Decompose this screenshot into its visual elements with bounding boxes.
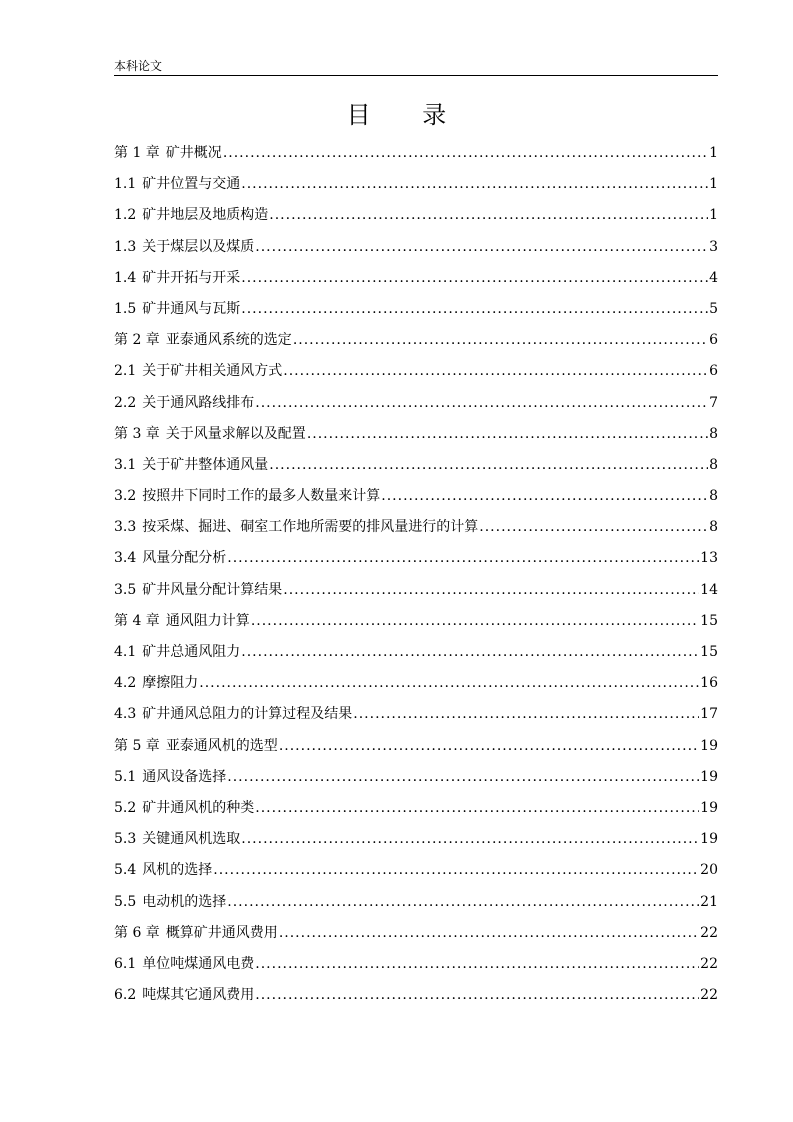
toc-entry-number: 第 4 章 — [114, 612, 160, 629]
toc-entry[interactable] — [114, 982, 718, 1013]
toc-dot-leader — [241, 171, 708, 197]
toc-entry-page: 8 — [709, 425, 718, 442]
toc-entry-number: 4.2 — [114, 675, 137, 692]
toc-dot-leader — [199, 670, 699, 696]
toc-entry-title: 矿井地层及地质构造 — [142, 207, 269, 224]
toc-entry-number: 3.3 — [114, 519, 137, 536]
toc-dot-leader — [255, 982, 699, 1008]
toc-entry-number: 5.5 — [114, 893, 137, 910]
toc-dot-leader — [279, 733, 699, 759]
toc-entry-number: 6.1 — [114, 955, 137, 972]
toc-entry[interactable] — [114, 826, 718, 857]
toc-entry-page: 19 — [700, 768, 718, 785]
toc-entry-title: 电动机的选择 — [142, 893, 227, 910]
toc-entry-number: 5.3 — [114, 831, 137, 848]
toc-entry[interactable] — [114, 390, 718, 421]
toc-dot-leader — [251, 608, 699, 634]
toc-entry[interactable] — [114, 202, 718, 233]
toc-entry[interactable] — [114, 920, 718, 951]
toc-entry[interactable] — [114, 608, 718, 639]
toc-entry-page: 13 — [700, 550, 718, 567]
toc-dot-leader — [227, 889, 699, 915]
toc-dot-leader — [283, 358, 708, 384]
toc-entry[interactable] — [114, 764, 718, 795]
toc-entry-title: 按照井下同时工作的最多人数量来计算 — [142, 488, 381, 505]
toc-entry[interactable] — [114, 265, 718, 296]
toc-entry[interactable] — [114, 514, 718, 545]
toc-entry-page: 21 — [700, 893, 718, 910]
toc-dot-leader — [279, 920, 699, 946]
toc-entry-title: 关于风量求解以及配置 — [165, 425, 306, 442]
toc-entry-page: 8 — [709, 519, 718, 536]
toc-entry-title: 关于矿井相关通风方式 — [142, 363, 283, 380]
toc-entry-page: 17 — [700, 706, 718, 723]
toc-entry-number: 2.2 — [114, 394, 137, 411]
toc-dot-leader — [479, 514, 708, 540]
toc-entry-page: 16 — [700, 675, 718, 692]
toc-entry-page: 19 — [700, 799, 718, 816]
toc-entry-number: 1.2 — [114, 207, 137, 224]
toc-entry-title: 矿井通风与瓦斯 — [142, 300, 241, 317]
toc-entry[interactable] — [114, 358, 718, 389]
toc-entry-title: 矿井概况 — [165, 145, 222, 161]
toc-entry-page: 8 — [709, 488, 718, 505]
toc-entry[interactable] — [114, 545, 718, 576]
toc-entry-title: 风量分配分析 — [142, 550, 227, 567]
toc-entry-page: 15 — [700, 644, 718, 660]
toc-entry-page: 19 — [700, 831, 718, 848]
toc-entry-page: 22 — [700, 987, 718, 1004]
toc-dot-leader — [283, 577, 699, 603]
toc-entry-page: 15 — [700, 612, 718, 629]
toc-dot-leader — [227, 764, 699, 790]
toc-entry-number: 3.2 — [114, 488, 137, 505]
toc-entry-title: 通风阻力计算 — [165, 612, 250, 629]
toc-entry-title: 摩擦阻力 — [142, 675, 199, 692]
toc-entry[interactable] — [114, 327, 718, 358]
toc-entry-page: 6 — [709, 332, 718, 349]
toc-entry-page: 19 — [700, 737, 718, 754]
toc-dot-leader — [255, 234, 708, 260]
toc-dot-leader — [255, 390, 708, 416]
toc-entry-number: 5.4 — [114, 862, 137, 879]
toc-entry-number: 1.5 — [114, 300, 137, 317]
toc-dot-leader — [227, 545, 699, 571]
toc-dot-leader — [381, 483, 708, 509]
toc-entry-title: 矿井通风总阻力的计算过程及结果 — [142, 706, 353, 723]
toc-dot-leader — [223, 140, 708, 166]
toc-dot-leader — [213, 857, 699, 883]
toc-entry-title: 关于矿井整体通风量 — [142, 456, 269, 473]
toc-entry[interactable] — [114, 951, 718, 982]
toc-entry-page: 5 — [709, 300, 718, 317]
toc-entry[interactable] — [114, 483, 718, 514]
toc-entry-title: 关于煤层以及煤质 — [142, 238, 255, 255]
toc-entry[interactable] — [114, 795, 718, 826]
toc-entry-number: 5.2 — [114, 799, 137, 816]
toc-entry-number: 1.3 — [114, 238, 137, 255]
toc-entry-title: 概算矿井通风费用 — [165, 924, 278, 941]
toc-entry-title: 矿井总通风阻力 — [142, 644, 241, 660]
toc-entry-number: 第 3 章 — [114, 425, 160, 442]
toc-entry-page: 1 — [709, 207, 718, 224]
toc-entry-title: 矿井风量分配计算结果 — [142, 581, 283, 598]
toc-entry[interactable] — [114, 421, 718, 452]
toc-entry-page: 1 — [709, 145, 718, 161]
toc-dot-leader — [241, 826, 699, 852]
toc-dot-leader — [241, 639, 699, 665]
toc-entry-number: 4.3 — [114, 706, 137, 723]
toc-entry-page: 22 — [700, 955, 718, 972]
toc-entry[interactable] — [114, 140, 718, 171]
toc-entry-number: 4.1 — [114, 644, 137, 660]
toc-dot-leader — [353, 701, 699, 727]
toc-entry-number: 2.1 — [114, 363, 137, 380]
page-header: 本科论文 — [114, 59, 163, 73]
toc-entry-title: 矿井开拓与开采 — [142, 269, 241, 286]
toc-entry-number: 第 1 章 — [114, 145, 160, 161]
toc-entry-page: 7 — [709, 394, 718, 411]
header-rule — [114, 75, 718, 76]
toc-entry-page: 4 — [709, 269, 718, 286]
toc-dot-leader — [307, 421, 708, 447]
toc-entry[interactable] — [114, 701, 718, 732]
toc-entry-number: 第 5 章 — [114, 737, 160, 754]
toc-entry-title: 亚泰通风系统的选定 — [165, 332, 292, 349]
toc-entry-number: 第 6 章 — [114, 924, 160, 941]
toc-entry-title: 按采煤、掘进、硐室工作地所需要的排风量进行的计算 — [142, 519, 479, 536]
toc-entry[interactable] — [114, 733, 718, 764]
table-of-contents — [114, 140, 718, 1013]
toc-entry-title: 通风设备选择 — [142, 768, 227, 785]
toc-entry-number: 3.4 — [114, 550, 137, 567]
toc-entry-page: 3 — [709, 238, 718, 255]
toc-entry-page: 1 — [709, 176, 718, 193]
toc-entry-number: 3.1 — [114, 456, 137, 473]
toc-entry-title: 矿井位置与交通 — [142, 176, 241, 193]
toc-entry-title: 单位吨煤通风电费 — [142, 955, 255, 972]
toc-dot-leader — [269, 452, 708, 478]
toc-entry[interactable] — [114, 639, 718, 670]
toc-entry-number: 6.2 — [114, 987, 137, 1004]
toc-entry-title: 关键通风机选取 — [142, 831, 241, 848]
toc-title: 目 录 — [346, 101, 469, 129]
toc-entry-title: 矿井通风机的种类 — [142, 799, 255, 816]
toc-entry-page: 20 — [700, 862, 718, 879]
toc-entry[interactable] — [114, 889, 718, 920]
toc-entry-number: 1.1 — [114, 176, 137, 193]
toc-dot-leader — [241, 265, 708, 291]
toc-entry-page: 14 — [700, 581, 718, 598]
toc-entry-title: 风机的选择 — [142, 862, 213, 879]
toc-dot-leader — [293, 327, 708, 353]
toc-entry[interactable] — [114, 171, 718, 202]
toc-entry[interactable] — [114, 577, 718, 608]
toc-entry[interactable] — [114, 296, 718, 327]
toc-entry-page: 6 — [709, 363, 718, 380]
toc-entry[interactable] — [114, 234, 718, 265]
toc-dot-leader — [255, 951, 699, 977]
toc-entry-number: 1.4 — [114, 269, 137, 286]
toc-dot-leader — [255, 795, 699, 821]
toc-entry-number: 第 2 章 — [114, 332, 160, 349]
toc-entry[interactable] — [114, 857, 718, 888]
toc-entry-title: 吨煤其它通风费用 — [142, 987, 255, 1004]
toc-dot-leader — [241, 296, 708, 322]
toc-dot-leader — [269, 202, 708, 228]
toc-entry-number: 5.1 — [114, 768, 137, 785]
toc-entry-title: 关于通风路线排布 — [142, 394, 255, 411]
toc-entry[interactable] — [114, 452, 718, 483]
toc-entry[interactable] — [114, 670, 718, 701]
toc-entry-page: 8 — [709, 456, 718, 473]
toc-entry-page: 22 — [700, 924, 718, 941]
toc-entry-title: 亚泰通风机的选型 — [165, 737, 278, 754]
toc-entry-number: 3.5 — [114, 581, 137, 598]
